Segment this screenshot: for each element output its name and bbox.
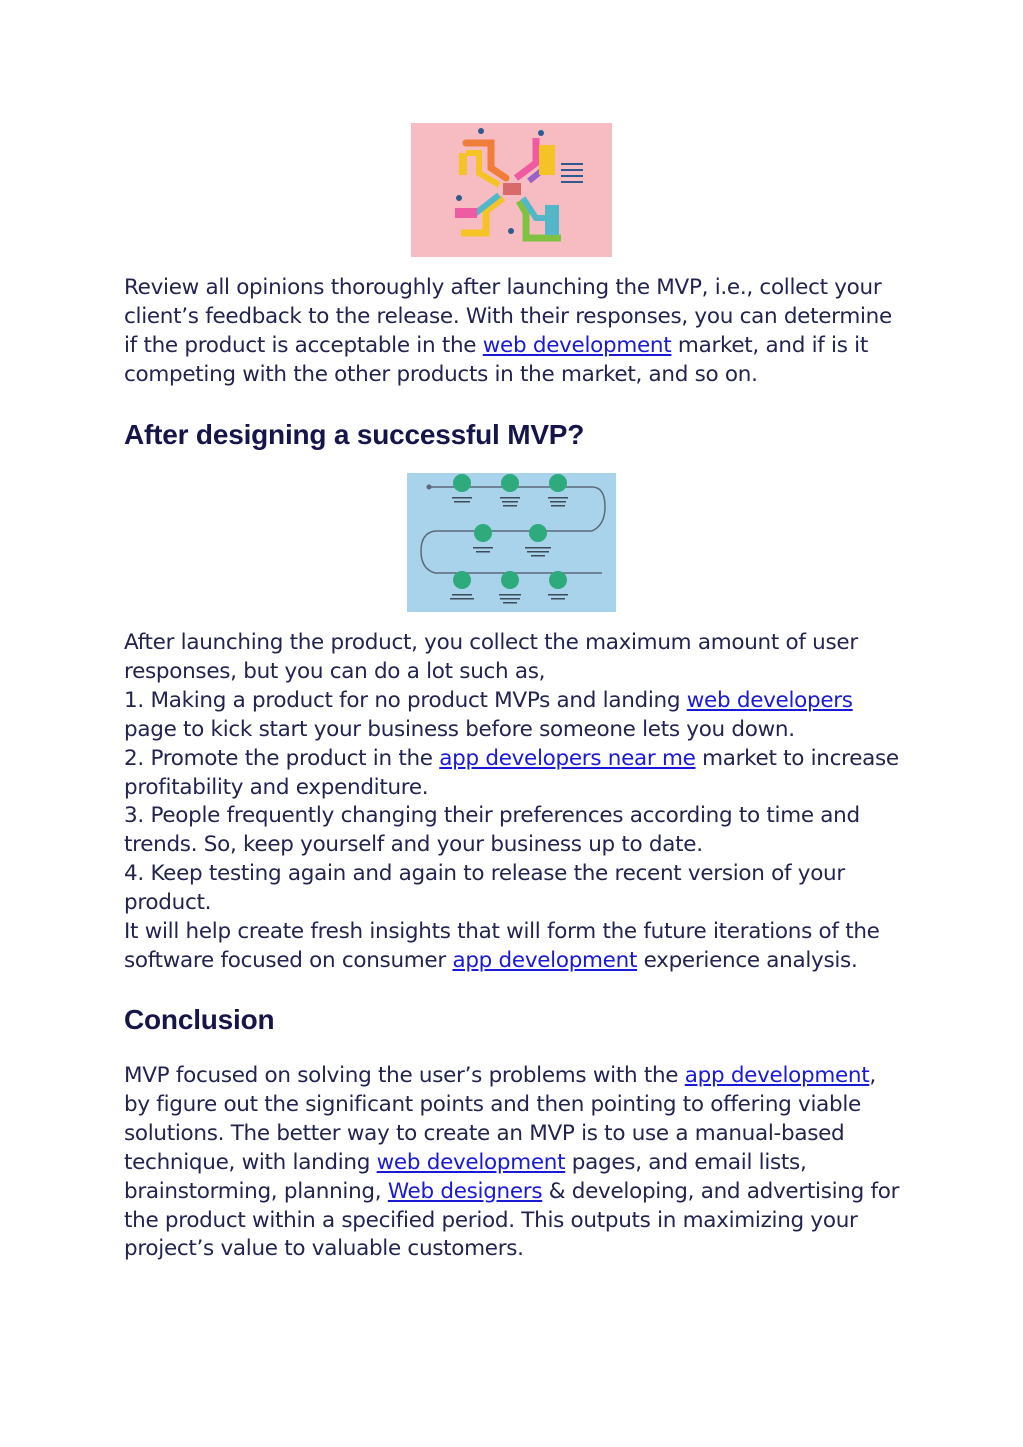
web-development-link[interactable]: web development (482, 332, 672, 358)
web-designers-link[interactable]: Web designers (387, 1178, 543, 1204)
app-developers-near-me-link[interactable]: app developers near me (439, 745, 696, 771)
list-item-2-a: 2. Promote the product in the (124, 745, 440, 771)
mvp-roadmap-image (407, 473, 616, 612)
conclusion-app-development-link[interactable]: app development (684, 1063, 870, 1088)
web-developers-link[interactable]: web developers (686, 687, 853, 713)
section-heading-after-designing: After designing a successful MVP? (124, 419, 585, 450)
closing-text-b: experience analysis. (637, 947, 858, 973)
conclusion-text-a: MVP focused on solving the user’s problems with the (124, 1063, 685, 1088)
conclusion-text-b: , by figure out the significant points and then pointing to offering viable solutions. The better way to create an MVP is to use a manual-based technique, with landing (124, 1063, 876, 1175)
after-launch-paragraph (124, 629, 904, 976)
list-item-3: 3. People frequently changing their preferences according to time and trends. So, keep yourself and your business up to date. (124, 803, 860, 858)
list-item-1-b: page to kick start your business before someone lets you down. (124, 716, 795, 742)
app-development-link[interactable]: app development (452, 947, 638, 973)
list-item-1-a: 1. Making a product for no product MVPs and landing (124, 687, 687, 713)
list-item-4: 4. Keep testing again and again to release the recent version of your product. (124, 861, 845, 916)
section-heading-conclusion: Conclusion (124, 1004, 275, 1035)
feedback-text-a: Review all opinions thoroughly after launching the MVP, i.e., collect your client’s feedback to the release. With their responses, you can determine if the product is acceptable in the (124, 275, 892, 358)
closing-text-a: It will help create fresh insights that will form the future iterations of the software focused on consumer (124, 919, 880, 973)
conclusion-web-development-link[interactable]: web development (376, 1149, 566, 1175)
conclusion-paragraph (124, 1062, 904, 1264)
conclusion-text-c: pages, and email lists, brainstorming, planning, (124, 1149, 807, 1204)
feedback-paragraph (124, 274, 904, 390)
list-item-2-b: market to increase profitability and expenditure. (124, 745, 899, 800)
conclusion-text-d: & developing, and advertising for the product within a specified period. This outputs in maximizing your project’s value to valuable customers. (124, 1178, 900, 1262)
after-launch-intro: After launching the product, you collect the maximum amount of user responses, but you can do a lot such as, (124, 630, 858, 684)
bml-cycle-image (411, 123, 612, 257)
feedback-text-b: market, and if is it competing with the other products in the market, and so on. (124, 332, 868, 387)
